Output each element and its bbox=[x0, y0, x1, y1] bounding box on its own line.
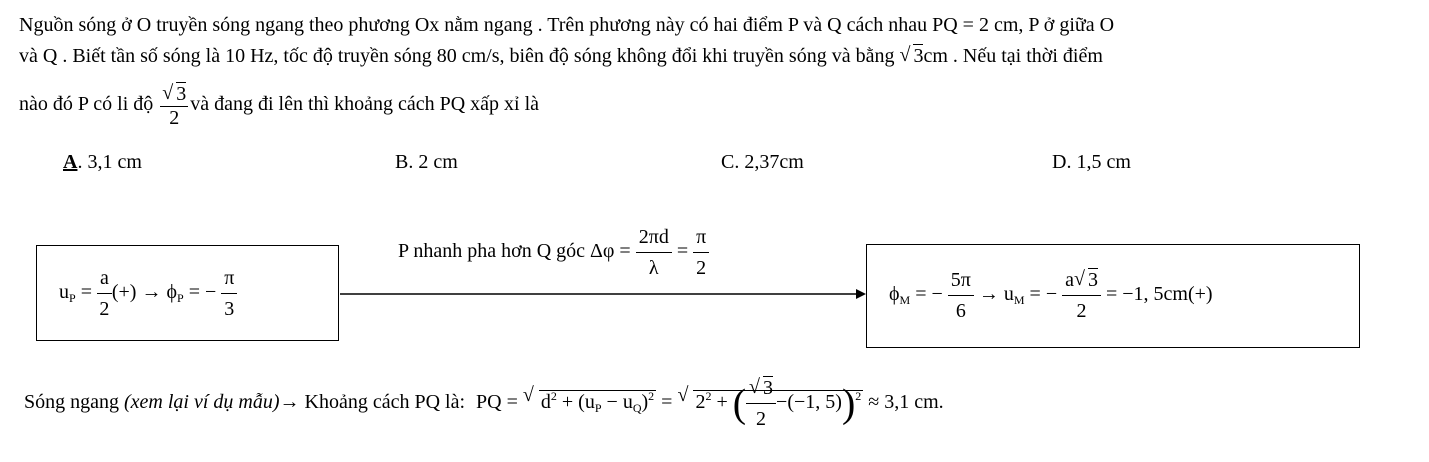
displacement-fraction bbox=[160, 82, 188, 129]
final-minus: − bbox=[606, 391, 618, 413]
box2-arrow: → bbox=[978, 283, 999, 306]
final-frac-num bbox=[746, 373, 776, 404]
box2-eq: = − bbox=[915, 283, 943, 306]
sqrt3-radicand: 3 bbox=[913, 45, 924, 67]
final-up: u bbox=[584, 391, 595, 413]
sqrt3-expression bbox=[899, 44, 923, 68]
option-d-text: D. 1,5 cm bbox=[1052, 151, 1131, 173]
final-radicand-2 bbox=[693, 376, 863, 430]
frac-num: 3 bbox=[176, 82, 187, 105]
box2-den2: 2 bbox=[1076, 300, 1087, 322]
final-sqrt-2 bbox=[677, 366, 863, 434]
solution-box-1 bbox=[36, 245, 339, 341]
box2-num2 bbox=[1062, 265, 1101, 296]
final-frac-den: 2 bbox=[756, 407, 767, 430]
arrow-eq: = bbox=[676, 240, 689, 263]
box1-u: u bbox=[59, 281, 69, 304]
box1-phi: ϕ bbox=[166, 281, 177, 304]
arrow-label-text: P nhanh pha hơn Q góc Δφ = bbox=[398, 240, 631, 263]
final-sq-1: 2 bbox=[550, 389, 557, 403]
box1-arrow: → bbox=[141, 281, 162, 304]
frac-den: 2 bbox=[169, 106, 180, 129]
final-tail: → Khoảng cách PQ là: bbox=[279, 391, 466, 413]
final-two: 2 bbox=[695, 391, 706, 413]
box2-u-sub: M bbox=[1013, 293, 1025, 308]
box1-frac-pi3 bbox=[221, 263, 237, 324]
box1-formula bbox=[59, 263, 237, 324]
option-a-letter: A bbox=[63, 151, 78, 173]
final-paren-close: ) bbox=[841, 380, 856, 426]
question-line-1: Nguồn sóng ở O truyền sóng ngang theo phương Ox nằm ngang . Trên phương này có hai điểm P và Q cách nhau PQ = 2 cm, P ở giữa O bbox=[19, 14, 1115, 36]
box1-eq2: = − bbox=[188, 281, 217, 304]
final-frac bbox=[746, 373, 776, 434]
box2-num: 5π bbox=[948, 265, 974, 296]
arrow-frac-2pid bbox=[636, 222, 672, 283]
final-line bbox=[24, 352, 944, 452]
question-line-2 bbox=[19, 44, 1103, 68]
final-eq: = bbox=[661, 391, 673, 413]
final-italic: (xem lại ví dụ mẫu) bbox=[124, 391, 280, 413]
option-c[interactable] bbox=[721, 150, 804, 174]
final-paren-open: ( bbox=[732, 380, 747, 426]
final-pq: PQ = bbox=[476, 391, 518, 413]
box1-phi-sub: P bbox=[177, 291, 184, 306]
final-plus-2: + bbox=[716, 391, 728, 413]
final-plus-1: + bbox=[561, 391, 574, 413]
option-a-text: . 3,1 cm bbox=[77, 151, 142, 173]
box2-phi: ϕ bbox=[889, 283, 900, 306]
arrow-den: λ bbox=[648, 257, 659, 279]
question-line-3b: và đang đi lên thì khoảng cách PQ xấp xỉ là bbox=[190, 93, 540, 115]
question-line-3a: nào đó P có li độ bbox=[19, 93, 154, 115]
option-a[interactable] bbox=[63, 150, 142, 174]
box2-den: 6 bbox=[955, 300, 966, 322]
final-sq-4: 2 bbox=[855, 389, 862, 403]
option-b-text: B. 2 cm bbox=[395, 151, 458, 173]
box1-den-2: 2 bbox=[99, 298, 110, 320]
final-sub-q: Q bbox=[632, 401, 642, 415]
question-line-2a: và Q . Biết tần số sóng là 10 Hz, tốc độ truyền sóng 80 cm/s, biên độ sóng không đổi khi truyền sóng và bằng bbox=[19, 45, 895, 67]
box2-formula bbox=[889, 265, 1213, 326]
final-sub-p: P bbox=[594, 401, 602, 415]
final-sq-2: 2 bbox=[648, 389, 655, 403]
option-d[interactable] bbox=[1052, 150, 1131, 174]
box1-num-a: a bbox=[97, 263, 112, 294]
box2-result: = −1, 5cm(+) bbox=[1106, 283, 1213, 306]
final-frac-radicand: 3 bbox=[763, 376, 774, 399]
box1-plus: (+) bbox=[111, 281, 137, 304]
arrow-frac-pi2 bbox=[693, 222, 709, 283]
arrow-den2: 2 bbox=[696, 257, 707, 279]
box2-u: u bbox=[1003, 283, 1014, 306]
box1-pi: π bbox=[221, 263, 237, 294]
option-c-text: C. 2,37cm bbox=[721, 151, 804, 173]
arrow-pi: π bbox=[693, 222, 709, 253]
arrow-num: 2πd bbox=[636, 222, 672, 253]
solution-box-2 bbox=[866, 244, 1360, 348]
final-result: ≈ 3,1 cm. bbox=[868, 391, 944, 413]
frac-sqrt bbox=[162, 82, 186, 106]
final-sq-3: 2 bbox=[705, 389, 712, 403]
box2-eq2: = − bbox=[1029, 283, 1058, 306]
arrow-label bbox=[398, 222, 709, 283]
box1-den-3: 3 bbox=[224, 298, 235, 320]
box1-eq: = bbox=[80, 281, 92, 304]
arrow-line bbox=[340, 286, 866, 302]
final-lead: Sóng ngang bbox=[24, 391, 119, 413]
question-line-2b: cm . Nếu tại thời điểm bbox=[923, 45, 1103, 67]
box2-num2b: 3 bbox=[1088, 269, 1098, 291]
box2-frac-asqrt3 bbox=[1062, 265, 1101, 326]
final-frac-sqrt bbox=[749, 373, 773, 403]
final-d: d bbox=[540, 391, 551, 413]
box2-sqrt bbox=[1074, 265, 1098, 295]
box2-frac-5pi6 bbox=[948, 265, 974, 326]
box1-sub-p: P bbox=[69, 291, 76, 306]
box2-num2a: a bbox=[1065, 269, 1074, 291]
question-line-3 bbox=[19, 78, 539, 130]
box2-sub-m: M bbox=[899, 293, 911, 308]
final-sqrt-1 bbox=[523, 381, 656, 423]
final-neg: −(−1, 5) bbox=[776, 391, 842, 413]
option-b[interactable] bbox=[395, 150, 458, 174]
final-radicand-1: $d^2 + (u_P - u_Q)^2$ bbox=[540, 389, 655, 415]
box1-frac-a2 bbox=[97, 263, 112, 324]
final-uq: u bbox=[622, 391, 633, 413]
